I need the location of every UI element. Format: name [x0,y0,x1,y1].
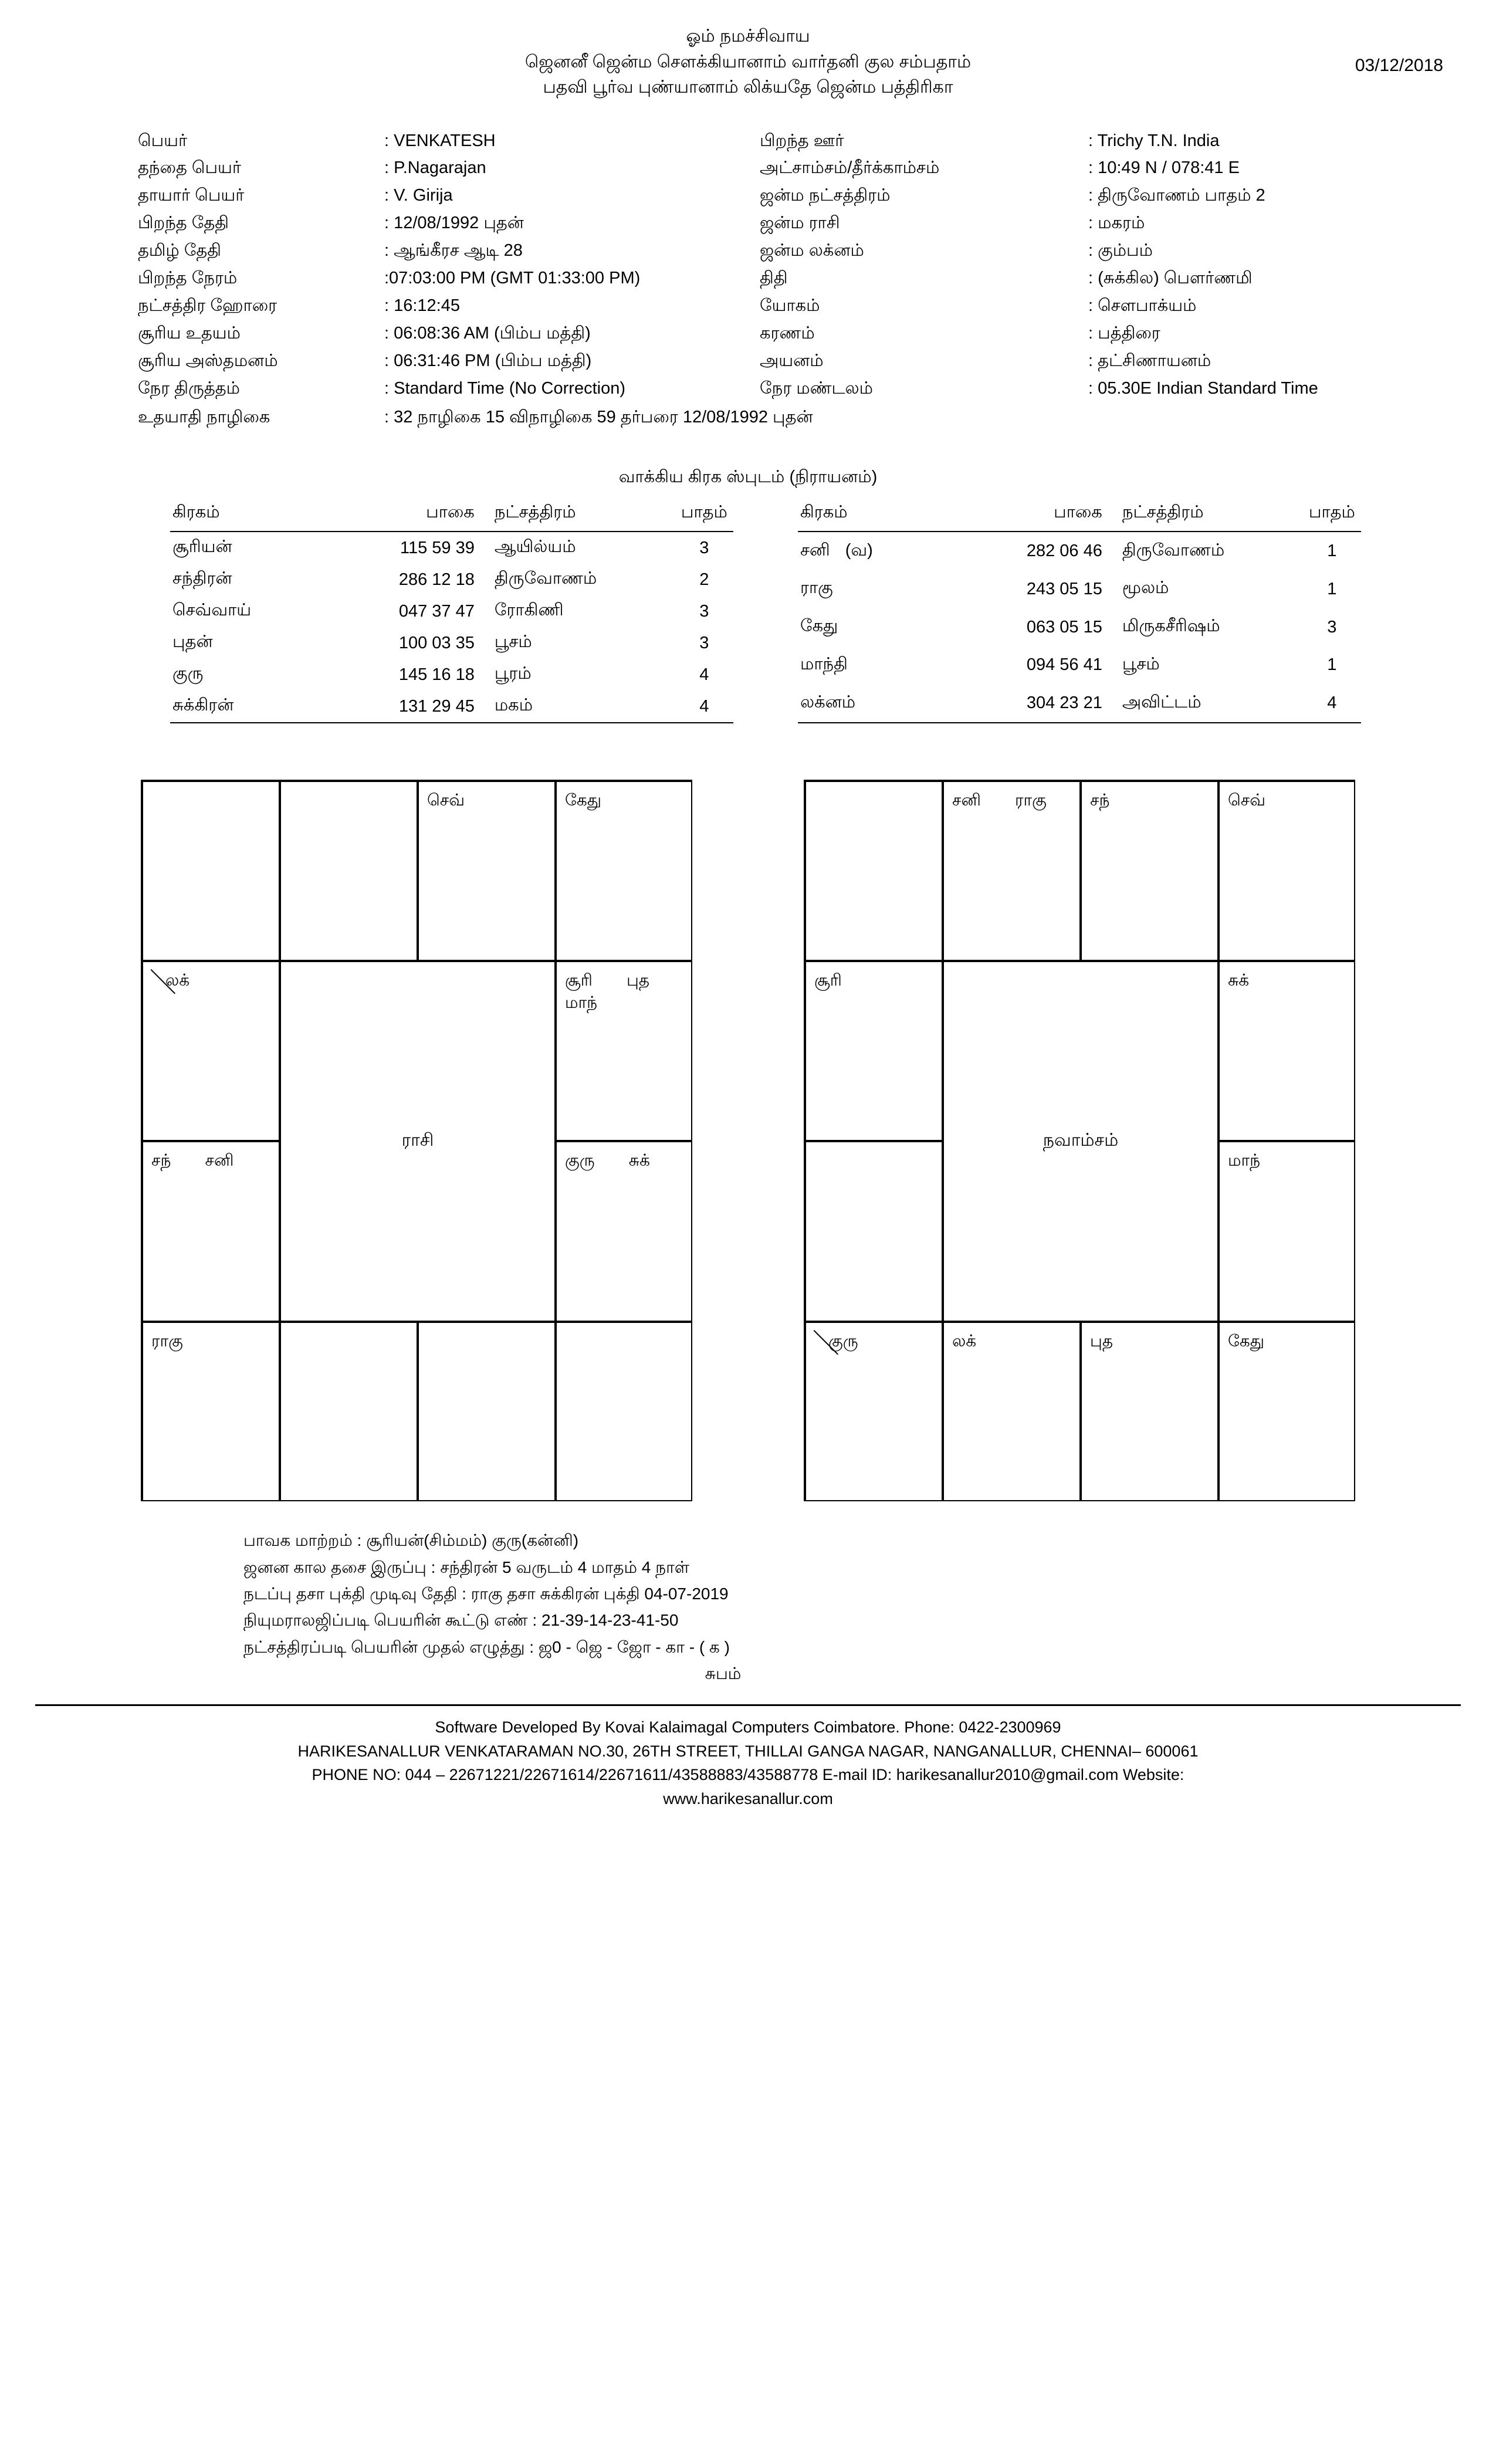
navamsam-cell-5: சூரி [805,961,943,1141]
label-thithi: திதி [760,269,788,288]
label-mother-name: தாயார் பெயர் [138,186,245,205]
value-tamil-date: : ஆங்கீரச ஆடி 28 [384,241,523,260]
label-birth-date: பிறந்த தேதி [138,214,229,233]
label-birth-place: பிறந்த ஊர் [760,131,844,150]
value-birth-place: : Trichy T.N. India [1088,131,1220,150]
header-pada: பாதம் [675,499,733,532]
rasi-cell-10 [418,1322,556,1501]
cell-degree: 063 05 15 [1026,617,1102,637]
value-name: : VENKATESH [384,131,496,150]
value-birth-lagna: : கும்பம் [1088,241,1153,260]
value-time-zone: : 05.30E Indian Standard Time [1088,379,1318,398]
navamsam-cell-11: புத [1081,1322,1219,1501]
label-time-zone: நேர மண்டலம் [760,379,873,398]
label-ayanam: அயனம் [760,351,824,371]
value-sunset: : 06:31:46 PM (பிம்ப மத்தி) [384,351,592,371]
label-time-correction: நேர திருத்தம் [138,379,240,398]
label-sunrise: சூரிய உதயம் [138,324,241,343]
cell-planet: சுக்கிரன் [170,691,336,723]
cell-degree: 094 56 41 [1026,655,1102,675]
label-star-hora: நட்சத்திர ஹோரை [138,296,277,316]
label-tamil-date: தமிழ் தேதி [138,241,222,260]
navamsam-cell-8: மாந் [1219,1141,1355,1322]
rasi-cell-11 [556,1322,692,1501]
rasi-chart-label: ராசி [280,961,556,1322]
navamsam-cell-lagna [805,1322,943,1501]
cell-pada: 3 [699,538,709,557]
value-karanam: : பத்திரை [1088,324,1160,343]
table-row [170,564,733,595]
value-thithi: : (சுக்கில) பௌர்ணமி [1088,269,1253,288]
chart-section [35,780,1461,1501]
navamsam-cell-4: செவ் [1219,781,1355,961]
cell-planet: ராகு [800,578,833,598]
value-birth-star: : திருவோணம் பாதம் 2 [1088,186,1265,205]
cell-star: திருவோணம் [1122,540,1225,560]
note-bhava-change: பாவக மாற்றம் : சூரியன்(சிம்மம்) குரு(கன்னி) [243,1531,579,1550]
table-row [798,684,1361,723]
value-mother-name: : V. Girija [384,186,453,205]
cell-planet: கேது [800,617,838,636]
value-sunrise: : 06:08:36 AM (பிம்ப மத்தி) [384,324,591,343]
cell-star: மகம் [492,691,675,723]
cell-star: பூரம் [494,664,532,683]
label-father-name: தந்தை பெயர் [138,158,242,178]
cell-pada: 1 [1327,655,1337,675]
rasi-cell-lagna-label: லக் [165,971,190,990]
navamsam-cell-2-item1: சனி [952,791,981,810]
rasi-cell-6-item1: சந் [151,1151,171,1170]
table-row [798,532,1361,570]
rasi-cell-3: செவ் [418,781,556,961]
table-header-row [798,499,1361,532]
navamsam-cell-2 [943,781,1081,961]
note-numerology: நியுமராலஜிப்படி பெயரின் கூட்டு எண் : 21-39-14-23-41-50 [243,1611,679,1630]
cell-pada: 4 [699,665,709,684]
cell-star: திருவோணம் [494,569,597,588]
header-sloka-line-2: பதவி பூர்வ புண்யானாம் லிக்யதே ஜென்ம பத்திரிகா [543,77,953,97]
planet-table-title: வாக்கிய கிரக ஸ்புடம் (நிராயனம்) [618,468,878,487]
rasi-cell-6-item2: சனி [205,1151,234,1170]
cell-degree: 145 16 18 [398,665,475,684]
navamsam-chart-label: நவாம்சம் [943,961,1219,1322]
value-lat-long: : 10:49 N / 078:41 E [1088,158,1240,178]
value-udhayadhi-nazhigai: : 32 நாழிகை 15 விநாழிகை 59 தர்பரை 12/08/1992 புதன் [384,408,813,427]
cell-pada: 4 [1303,684,1361,723]
cell-planet: செவ்வாய் [172,601,252,620]
cell-planet: சூரியன் [172,537,232,557]
value-birth-time: :07:03:00 PM (GMT 01:33:00 PM) [384,269,641,288]
navamsam-cell-1 [805,781,943,961]
table-row [170,659,733,691]
footer-website: www.harikesanallur.com [663,1789,833,1808]
label-yogam: யோகம் [760,296,820,316]
note-name-letter: நட்சத்திரப்படி பெயரின் முதல் எழுத்து : ஜ0 - ஜெ - ஜோ - கா - ( க ) [243,1637,730,1656]
footer-address: HARIKESANALLUR VENKATARAMAN NO.30, 26TH STREET, THILLAI GANGA NAGAR, NANGANALLUR, CHENNAI– 600061 [297,1742,1199,1760]
cell-pada: 3 [1327,617,1337,637]
value-time-correction: : Standard Time (No Correction) [384,379,625,398]
notes-section [35,1527,1461,1687]
label-name: பெயர் [138,131,188,150]
label-birth-lagna: ஜன்ம லக்னம் [760,241,864,260]
header-invocation: ஓம் நமச்சிவாய [686,26,810,46]
cell-planet: குரு [172,664,204,683]
navamsam-cell-3: சந் [1081,781,1219,961]
cell-planet [798,532,963,570]
label-birth-star: ஜன்ம நட்சத்திரம் [760,186,891,205]
header-sloka-line-1: ஜெனனீ ஜென்ம சௌக்கியானாம் வார்தனி குல சம்பதாம் [524,52,972,72]
cell-pada: 2 [699,570,709,589]
navamsam-chart [804,780,1355,1501]
cell-degree: 282 06 46 [1026,541,1102,561]
navamsam-cell-9-label: குரு [828,1332,858,1351]
header-pada: பாதம் [1303,499,1361,532]
rasi-chart [141,780,692,1501]
cell-pada: 3 [699,601,709,621]
header-star: நட்சத்திரம் [492,499,675,532]
header-degree: பாகை [336,499,492,532]
cell-star: ஆயில்யம் [494,537,576,557]
header-degree: பாகை [963,499,1120,532]
value-birth-rasi: : மகரம் [1088,214,1145,233]
cell-star: பூசம் [494,632,532,652]
footer-contact: PHONE NO: 044 – 22671221/22671614/22671611/43588883/43588778 E-mail ID: harikesanallur2010@gmail.com Website: [312,1766,1184,1784]
birth-particulars [35,127,1461,403]
value-star-hora: : 16:12:45 [384,296,460,316]
navamsam-cell-7 [805,1141,943,1322]
cell-degree: 304 23 21 [963,684,1120,723]
cell-degree: 286 12 18 [398,570,475,589]
table-row [170,691,733,723]
rasi-cell-7-row [565,1149,683,1172]
rasi-cell-7-item2: சுக் [628,1151,650,1170]
planet-table-left [170,499,733,723]
label-lat-long: அட்சாம்சம்/தீர்க்காம்சம் [760,158,940,178]
navamsam-cell-2-item2: ராகு [1015,791,1047,810]
rasi-cell-5-row1 [565,969,683,991]
planet-tables [35,499,1461,723]
cell-pada: 1 [1327,579,1337,598]
cell-degree: 100 03 35 [398,633,475,652]
label-udhayadhi-nazhigai: உதயாதி நாழிகை [138,408,270,427]
navamsam-cell-2-row [952,789,1071,811]
label-birth-rasi: ஜன்ம ராசி [760,214,840,233]
note-subam: சுபம் [705,1664,742,1683]
note-current-dasa-bhukti: நடப்பு தசா புக்தி முடிவு தேதி : ராகு தசா சுக்கிரன் புக்தி 04-07-2019 [243,1584,729,1603]
document-date: 03/12/2018 [1355,56,1443,75]
value-ayanam: : தட்சிணாயனம் [1088,351,1211,371]
rasi-cell-8: ராகு [142,1322,280,1501]
navamsam-cell-10: லக் [943,1322,1081,1501]
document-footer [35,1704,1461,1810]
rasi-cell-6-row [151,1149,270,1172]
header-star: நட்சத்திரம் [1120,499,1303,532]
rasi-cell-6 [142,1141,280,1322]
cell-degree: 243 05 15 [1026,579,1102,598]
table-row [170,532,733,564]
navamsam-cell-12: கேது [1219,1322,1355,1501]
cell-star: ரோகிணி [494,601,564,620]
rasi-cell-4: கேது [556,781,692,961]
rasi-cell-1 [142,781,280,961]
cell-pada: 3 [699,633,709,652]
table-header-row [170,499,733,532]
rasi-cell-5-item1: சூரி [565,971,593,990]
navamsam-cell-6: சுக் [1219,961,1355,1141]
cell-star: அவிட்டம் [1120,684,1303,723]
value-birth-date: : 12/08/1992 புதன் [384,214,524,233]
table-row [798,608,1361,647]
cell-planet: புதன் [172,632,213,652]
rasi-cell-7-item1: குரு [565,1151,595,1170]
rasi-cell-5-row2: மாந் [565,993,598,1011]
table-row [170,595,733,627]
cell-planet: மாந்தி [800,654,848,673]
value-father-name: : P.Nagarajan [384,158,486,178]
rasi-cell-5 [556,961,692,1141]
table-row [798,570,1361,608]
cell-planet: சந்திரன் [172,569,232,588]
rasi-cell-7 [556,1141,692,1322]
table-row [798,647,1361,685]
cell-pada: 1 [1327,541,1337,561]
cell-star: மிருகசீரிஷம் [1122,617,1220,636]
cell-star: மூலம் [1122,578,1169,598]
cell-planet-label: சனி [800,540,830,560]
cell-degree: 047 37 47 [398,601,475,621]
header-planet: கிரகம் [170,499,336,532]
header-planet: கிரகம் [798,499,963,532]
planet-table-right [798,499,1361,723]
cell-degree: 131 29 45 [336,691,492,723]
cell-pada: 4 [675,691,733,723]
rasi-cell-9 [280,1322,418,1501]
label-sunset: சூரிய அஸ்தமனம் [138,351,278,371]
label-karanam: கரணம் [760,324,815,343]
label-birth-time: பிறந்த நேரம் [138,269,238,288]
rasi-cell-2 [280,781,418,961]
footer-software-credit: Software Developed By Kovai Kalaimagal Computers Coimbatore. Phone: 0422-2300969 [435,1718,1061,1737]
cell-planet: லக்னம் [798,684,963,723]
cell-retrograde-marker: (வ) [845,540,873,560]
rasi-cell-lagna [142,961,280,1141]
udhayadhi-nazhigai-row [35,404,1461,431]
cell-star: பூசம் [1122,654,1160,673]
table-row [170,627,733,659]
note-dasa-balance: ஜனன கால தசை இருப்பு : சந்திரன் 5 வருடம் 4 மாதம் 4 நாள் [243,1558,689,1576]
cell-degree: 115 59 39 [400,538,475,557]
document-header [35,23,1461,100]
rasi-cell-5-item2: புத [626,971,650,990]
value-yogam: : சௌபாக்யம் [1088,296,1197,316]
